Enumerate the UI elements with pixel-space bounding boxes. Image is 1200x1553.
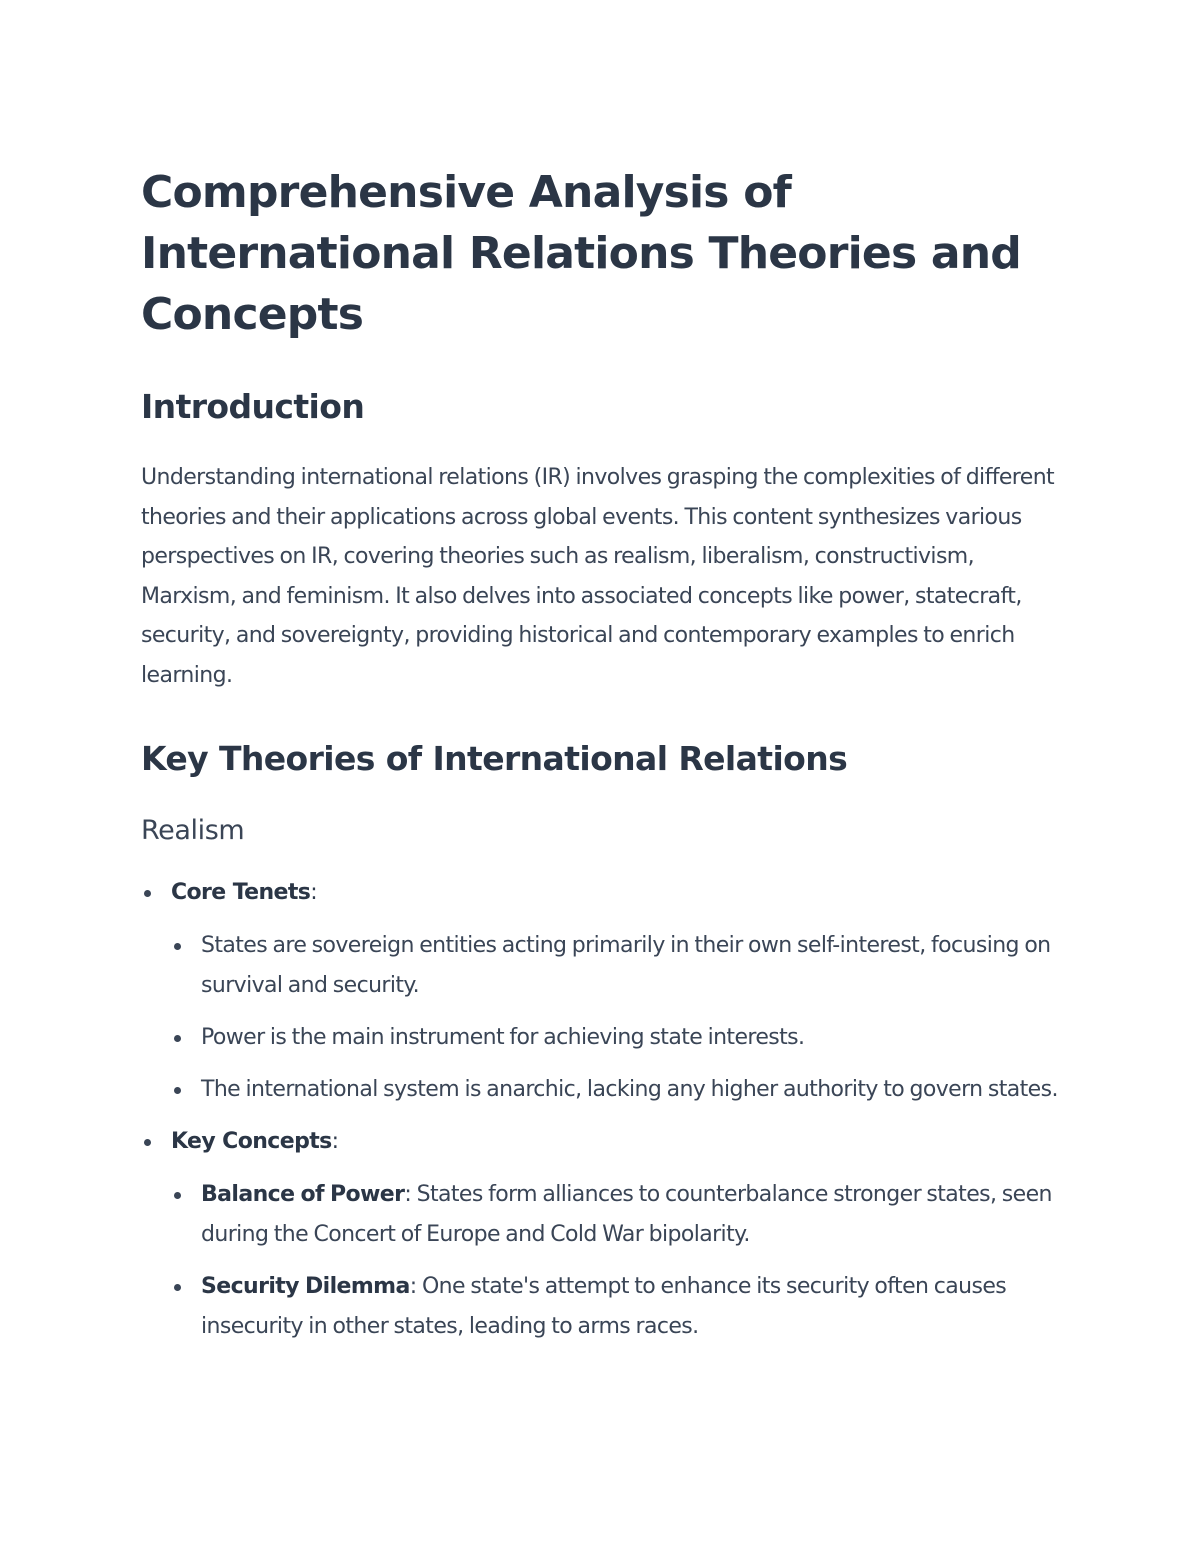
- bullet-icon: [174, 1087, 181, 1094]
- document-page: [141, 162, 1071, 1347]
- list-item: [171, 1070, 1071, 1110]
- list-item-key-concepts: [141, 1122, 1071, 1347]
- core-tenet-text: States are sovereign entities acting primarily in their own self-interest, focusing on survival and security.: [201, 933, 1051, 998]
- realism-heading: Realism: [141, 815, 245, 846]
- bullet-icon: [174, 1035, 181, 1042]
- bullet-icon: [174, 1284, 181, 1291]
- concept-text: One state's attempt to enhance its security often causes insecurity in other states, leading to arms races.: [201, 1274, 1007, 1339]
- introduction-heading: Introduction: [141, 387, 365, 426]
- bullet-icon: [174, 943, 181, 950]
- core-tenet-text: Power is the main instrument for achieving state interests.: [201, 1025, 805, 1050]
- core-tenets-colon: :: [310, 880, 318, 905]
- document-title: Comprehensive Analysis of International Relations Theories and Concepts: [141, 167, 1021, 340]
- list-item-core-tenets: [141, 873, 1071, 1110]
- introduction-paragraph: Understanding international relations (IR) involves grasping the complexities of different theories and their applications across global events. This content synthesizes various perspectives on IR, covering theories such as realism, liberalism, constructivism, Marxism, and feminism. It also delves into associated concepts like power, statecraft, security, and sovereignty, providing historical and contemporary examples to enrich learning.: [141, 465, 1055, 688]
- key-concepts-list: [171, 1175, 1071, 1347]
- list-item: [171, 1018, 1071, 1058]
- core-tenets-label: Core Tenets: [171, 880, 311, 905]
- concept-separator: :: [409, 1274, 417, 1299]
- key-concepts-label: Key Concepts: [171, 1129, 332, 1154]
- bullet-icon: [174, 1192, 181, 1199]
- core-tenets-list: [171, 926, 1071, 1110]
- list-item: [171, 1267, 1071, 1347]
- list-item: [171, 1175, 1071, 1255]
- bullet-icon: [144, 1139, 151, 1146]
- key-theories-heading: Key Theories of International Relations: [141, 739, 848, 778]
- concept-text: States form alliances to counterbalance stronger states, seen during the Concert of Europe and Cold War bipolarity.: [201, 1182, 1052, 1247]
- concept-term: Security Dilemma: [201, 1274, 410, 1299]
- bullet-icon: [144, 890, 151, 897]
- key-concepts-colon: :: [331, 1129, 339, 1154]
- concept-term: Balance of Power: [201, 1182, 405, 1207]
- list-item: [171, 926, 1071, 1006]
- core-tenet-text: The international system is anarchic, lacking any higher authority to govern states.: [201, 1077, 1058, 1102]
- realism-list: [141, 873, 1071, 1347]
- concept-separator: :: [404, 1182, 412, 1207]
